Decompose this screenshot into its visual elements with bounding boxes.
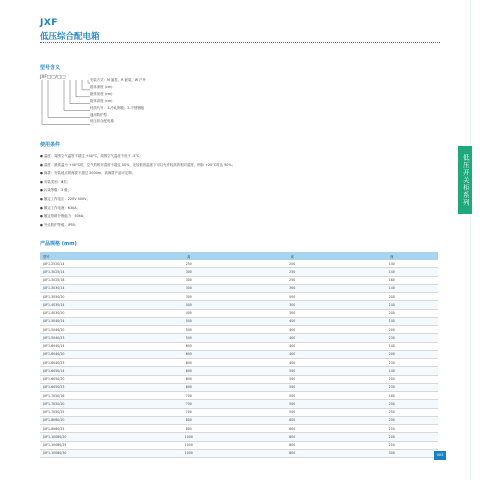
column-header-model: 型号 — [40, 252, 136, 260]
cell-height: 1000 — [136, 433, 239, 441]
cell-depth: 200 — [342, 326, 438, 334]
cell-width: 500 — [239, 293, 342, 301]
table-row — [40, 342, 438, 350]
table-row — [40, 284, 438, 292]
cell-model: JXF1-3025/14 — [40, 268, 136, 276]
cell-height: 500 — [136, 317, 239, 325]
cell-depth: 140 — [342, 367, 438, 375]
cell-width: 500 — [239, 383, 342, 391]
side-rule — [470, 0, 471, 480]
bullet-icon: ● — [40, 222, 43, 227]
bullet-icon: ● — [40, 205, 43, 210]
cell-width: 300 — [239, 284, 342, 292]
condition-text: 额定工作电流：630A； — [44, 205, 80, 210]
cell-height: 300 — [136, 293, 239, 301]
table-row — [40, 260, 438, 268]
model-bracket-diagram — [40, 79, 92, 129]
condition-text: 额定短路分断能力：50kA； — [44, 214, 87, 219]
cell-model: JXF1-8060/25 — [40, 425, 136, 433]
series-title: JXF — [40, 18, 58, 28]
bullet-icon: ● — [40, 196, 43, 201]
condition-item — [40, 152, 235, 161]
cell-width: 500 — [239, 375, 342, 383]
cell-depth: 230 — [342, 334, 438, 342]
cell-depth: 140 — [342, 342, 438, 350]
column-header-depth: 深 — [342, 252, 438, 260]
condition-item — [40, 161, 235, 170]
cell-height: 300 — [136, 268, 239, 276]
cell-model: JXF1-6050/23 — [40, 383, 136, 391]
bullet-icon: ● — [40, 188, 43, 193]
cell-depth: 200 — [342, 350, 438, 358]
cell-depth: 300 — [342, 449, 438, 457]
cell-height: 800 — [136, 425, 239, 433]
cell-depth: 250 — [342, 408, 438, 416]
cell-height: 600 — [136, 375, 239, 383]
column-header-width: 宽 — [239, 252, 342, 260]
table-row — [40, 433, 438, 441]
cell-depth: 230 — [342, 383, 438, 391]
table-row — [40, 441, 438, 449]
cell-model: JXF1-7050/20 — [40, 400, 136, 408]
cell-width: 300 — [239, 309, 342, 317]
cell-height: 300 — [136, 284, 239, 292]
table-row — [40, 301, 438, 309]
cell-width: 400 — [239, 326, 342, 334]
cell-model: JXF1-7050/25 — [40, 408, 136, 416]
cell-model: JXF1-3030/14 — [40, 284, 136, 292]
cell-depth: 180 — [342, 276, 438, 284]
cell-height: 400 — [136, 309, 239, 317]
table-row — [40, 367, 438, 375]
cell-depth: 200 — [342, 309, 438, 317]
cell-depth: 200 — [342, 400, 438, 408]
condition-item — [40, 204, 235, 213]
cell-width: 200 — [239, 260, 342, 268]
cell-height: 700 — [136, 400, 239, 408]
model-line: 箱体高度 (cm) — [90, 98, 113, 103]
model-line: 箱体宽度 (cm) — [90, 91, 113, 96]
table-row — [40, 350, 438, 358]
model-line: 材质代号：1-冷轧钢板；2-不锈钢板 — [90, 105, 145, 110]
cell-width: 250 — [239, 276, 342, 284]
table-row — [40, 317, 438, 325]
cell-model: JXF1-6050/14 — [40, 367, 136, 375]
model-legend — [90, 77, 146, 125]
bullet-icon: ● — [40, 171, 43, 176]
cell-width: 600 — [239, 425, 342, 433]
table-row — [40, 268, 438, 276]
cell-model: JXF1-10080/30 — [40, 449, 136, 457]
cell-model: JXF1-6040/23 — [40, 359, 136, 367]
table-row — [40, 408, 438, 416]
condition-text: 安装类别：Ⅲ类； — [44, 179, 71, 184]
conditions-heading: 使用条件 — [40, 142, 61, 148]
model-line: 安装方式：M 悬挂，R 嵌装，W 户外 — [90, 78, 146, 82]
cell-width: 800 — [239, 433, 342, 441]
specs-table — [40, 252, 438, 458]
condition-item — [40, 212, 235, 221]
cell-depth: 250 — [342, 425, 438, 433]
cell-height: 600 — [136, 359, 239, 367]
cell-width: 250 — [239, 268, 342, 276]
cell-depth: 200 — [342, 293, 438, 301]
cell-width: 800 — [239, 441, 342, 449]
cell-depth: 200 — [342, 375, 438, 383]
cell-height: 600 — [136, 367, 239, 375]
side-category-tab[interactable]: 低压开关柜系列 — [458, 146, 472, 214]
condition-text: 温度：周围空气温度不超过 +40°C，周围空气温度不低于 -5°C； — [44, 154, 143, 158]
cell-depth: 160 — [342, 392, 438, 400]
cell-model: JXF1-6050/20 — [40, 375, 136, 383]
cell-height: 1000 — [136, 441, 239, 449]
cell-model: JXF1-7050/16 — [40, 392, 136, 400]
cell-width: 600 — [239, 416, 342, 424]
page-title: 低压综合配电箱 — [40, 32, 100, 42]
cell-depth: 140 — [342, 268, 438, 276]
table-row — [40, 383, 438, 391]
cell-width: 400 — [239, 342, 342, 350]
condition-item — [40, 195, 235, 204]
cell-depth: 140 — [342, 260, 438, 268]
cell-height: 700 — [136, 392, 239, 400]
cell-depth: 140 — [342, 284, 438, 292]
specs-table-body — [40, 260, 438, 458]
cell-depth: 140 — [342, 317, 438, 325]
table-row — [40, 309, 438, 317]
bullet-icon: ● — [40, 154, 43, 158]
condition-item — [40, 178, 235, 187]
bullet-icon: ● — [40, 179, 43, 184]
cell-height: 500 — [136, 326, 239, 334]
table-row — [40, 276, 438, 284]
cell-height: 250 — [136, 260, 239, 268]
cell-width: 500 — [239, 400, 342, 408]
title-divider — [40, 42, 440, 43]
table-row — [40, 392, 438, 400]
cell-model: JXF1-6040/20 — [40, 350, 136, 358]
cell-model: JXF1-5040/23 — [40, 334, 136, 342]
column-header-height: 高 — [136, 252, 239, 260]
cell-height: 700 — [136, 408, 239, 416]
conditions-list — [40, 152, 235, 229]
table-row — [40, 293, 438, 301]
model-heading: 型号含义 — [40, 65, 61, 71]
cell-width: 500 — [239, 408, 342, 416]
cell-depth: 140 — [342, 301, 438, 309]
cell-height: 300 — [136, 276, 239, 284]
cell-height: 1000 — [136, 449, 239, 457]
cell-width: 500 — [239, 392, 342, 400]
bullet-icon: ● — [40, 162, 43, 167]
page-number: 003 — [434, 451, 446, 460]
condition-item — [40, 221, 235, 230]
cell-height: 400 — [136, 301, 239, 309]
condition-item — [40, 186, 235, 195]
condition-item — [40, 169, 235, 178]
cell-height: 800 — [136, 416, 239, 424]
cell-model: JXF1-8060/20 — [40, 416, 136, 424]
cell-model: JXF1-10080/20 — [40, 433, 136, 441]
table-row — [40, 375, 438, 383]
cell-height: 600 — [136, 383, 239, 391]
bullet-icon: ● — [40, 214, 43, 219]
cell-depth: 200 — [342, 416, 438, 424]
cell-depth: 200 — [342, 433, 438, 441]
table-header-row — [40, 252, 438, 260]
cell-model: JXF1-3050/20 — [40, 293, 136, 301]
model-code: JXF□□/□□ — [40, 75, 66, 80]
cell-model: JXF1-6040/14 — [40, 342, 136, 350]
cell-width: 400 — [239, 359, 342, 367]
specs-heading: 产品规格 (mm) — [40, 241, 77, 247]
cell-height: 600 — [136, 350, 239, 358]
cell-model: JXF1-4030/14 — [40, 301, 136, 309]
table-row — [40, 400, 438, 408]
condition-text: 额定工作电压：220V 400V； — [44, 196, 90, 201]
table-row — [40, 416, 438, 424]
cell-model: JXF1-3025/18 — [40, 276, 136, 284]
condition-text: 海拔：安装地点的海拔不超过 2000m，高海拔产品可定制； — [44, 171, 135, 176]
model-line: 低压综合配电箱 — [90, 119, 114, 124]
model-line: 箱体深度 (cm) — [90, 84, 113, 89]
cell-depth: 250 — [342, 441, 438, 449]
cell-model: JXF1-4030/20 — [40, 309, 136, 317]
cell-width: 400 — [239, 334, 342, 342]
table-row — [40, 326, 438, 334]
table-row — [40, 425, 438, 433]
condition-text: 湿度：最高温为 +40°C时，空气的相对湿度不超过 50%，在较低的温度下可以允许较高的相对湿度，例如 +20°C时达 90%； — [44, 162, 236, 167]
condition-text: 外壳防护等级：IP55； — [44, 222, 79, 227]
cell-model: JXF1-5040/14 — [40, 317, 136, 325]
cell-width: 400 — [239, 350, 342, 358]
cell-depth: 230 — [342, 359, 438, 367]
cell-model: JXF1-5040/20 — [40, 326, 136, 334]
cell-width: 800 — [239, 449, 342, 457]
table-row — [40, 334, 438, 342]
cell-height: 600 — [136, 342, 239, 350]
cell-height: 500 — [136, 334, 239, 342]
table-row — [40, 449, 438, 457]
model-line: 通用防护型 — [90, 112, 107, 117]
cell-model: JXF1-2520/14 — [40, 260, 136, 268]
table-row — [40, 359, 438, 367]
condition-text: 污染等级：3 级； — [44, 188, 71, 193]
cell-width: 400 — [239, 317, 342, 325]
cell-width: 500 — [239, 367, 342, 375]
cell-width: 300 — [239, 301, 342, 309]
cell-model: JXF1-10080/25 — [40, 441, 136, 449]
